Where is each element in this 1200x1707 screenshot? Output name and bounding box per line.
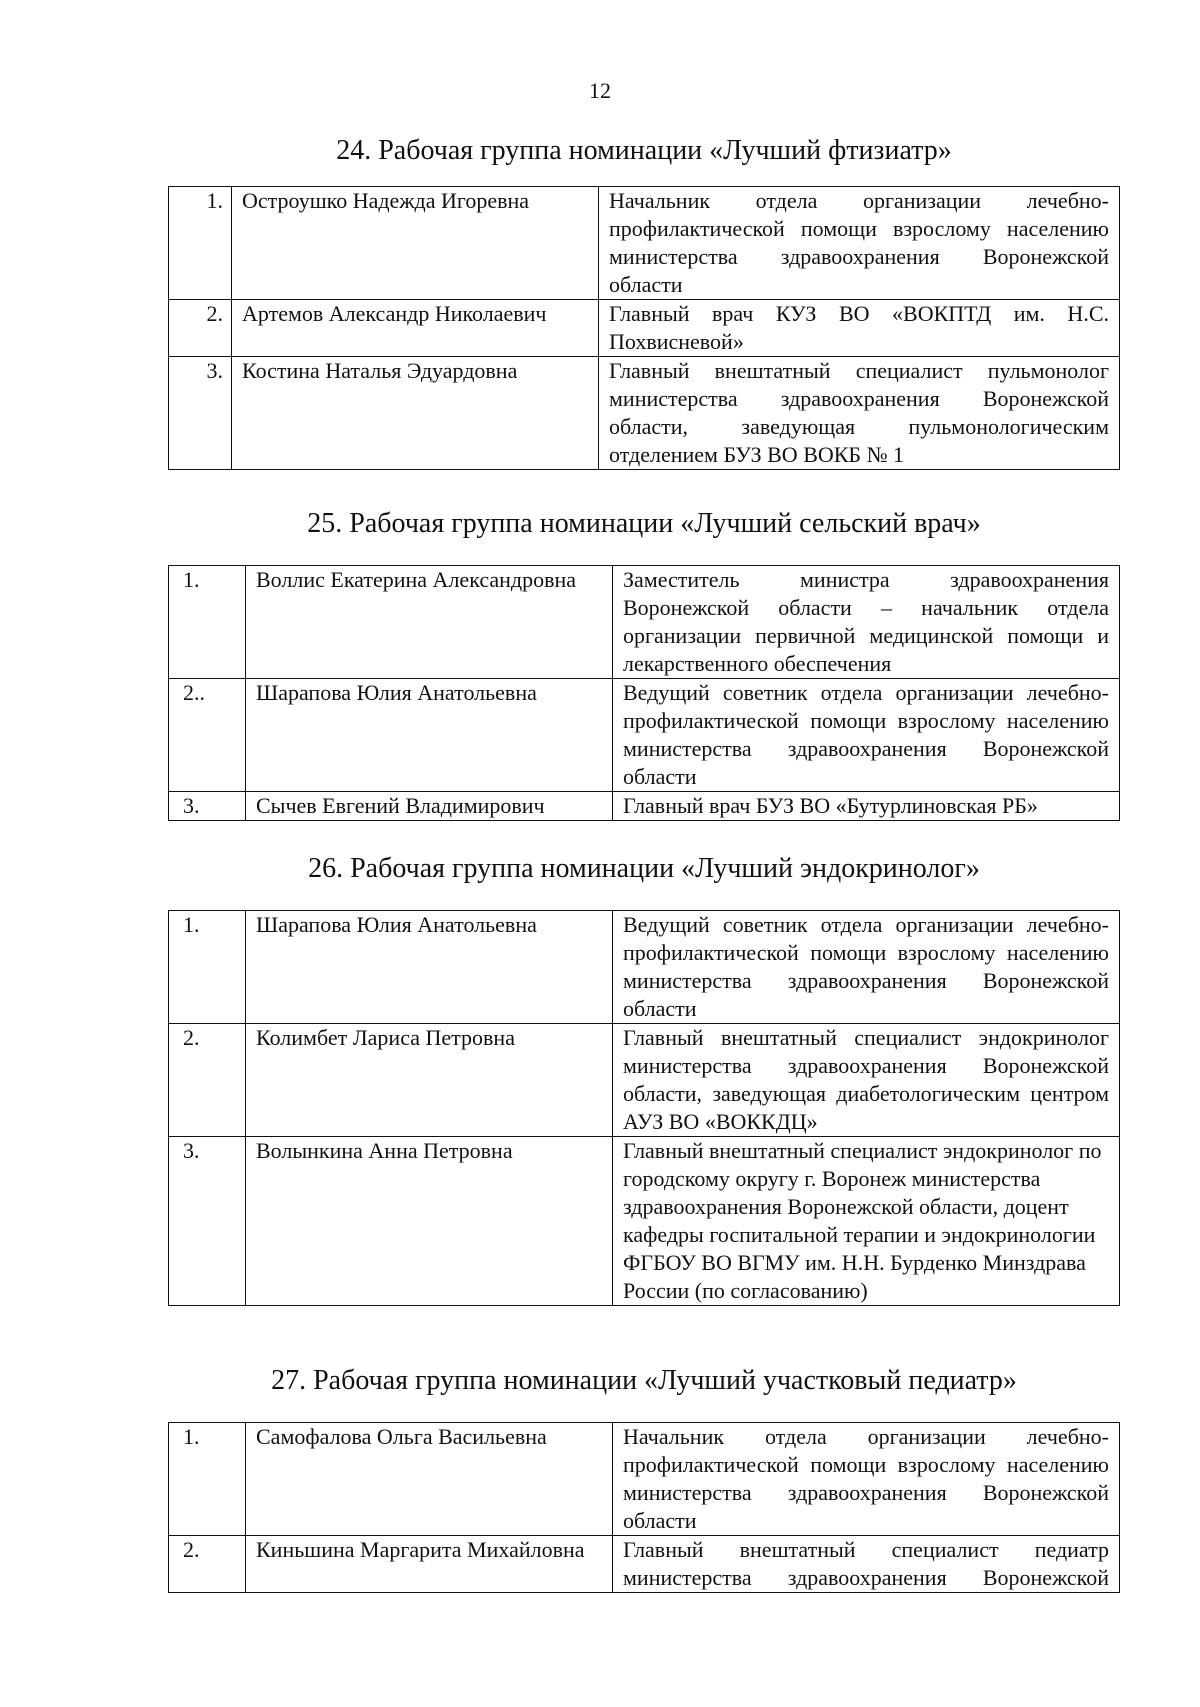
section-26 <box>168 850 1120 1306</box>
member-position: Начальник отдела организации лечебно-профилактической помощи взрослому населению министерства здравоохранения Воронежской области <box>613 1423 1120 1536</box>
table-row <box>169 1024 1120 1137</box>
member-position: Главный внештатный специалист эндокринолог по городскому округу г. Воронеж министерства здравоохранения Воронежской области, доцент кафедры госпитальной терапии и эндокринологии ФГБОУ ВО ВГМУ им. Н.Н. Бурденко Минздрава России (по согласованию) <box>613 1137 1120 1306</box>
section-title: 24. Рабочая группа номинации «Лучший фтизиатр» <box>336 135 952 166</box>
table-row <box>169 357 1120 470</box>
row-number: 3. <box>169 792 246 821</box>
member-name: Волынкина Анна Петровна <box>246 1137 613 1306</box>
member-name: Артемов Александр Николаевич <box>232 300 599 357</box>
member-position: Главный внештатный специалист эндокринолог министерства здравоохранения Воронежской области, заведующая диабетологическим центром АУЗ ВО «ВОККДЦ» <box>613 1024 1120 1137</box>
members-table <box>168 186 1120 470</box>
row-number: 2. <box>169 1536 246 1593</box>
member-position: Начальник отдела организации лечебно-профилактической помощи взрослому населению министерства здравоохранения Воронежской области <box>599 187 1120 300</box>
row-number: 3. <box>169 1137 246 1306</box>
member-name: Остроушко Надежда Игоревна <box>232 187 599 300</box>
row-number: 2. <box>169 300 232 357</box>
table-row <box>169 566 1120 679</box>
member-position: Главный внештатный специалист педиатр министерства здравоохранения Воронежской <box>613 1536 1120 1593</box>
section-title: 27. Рабочая группа номинации «Лучший участковый педиатр» <box>271 1365 1017 1396</box>
table-row <box>169 1423 1120 1536</box>
member-name: Шарапова Юлия Анатольевна <box>246 679 613 792</box>
member-position: Главный врач БУЗ ВО «Бутурлиновская РБ» <box>613 792 1120 821</box>
table-row <box>169 187 1120 300</box>
row-number: 1. <box>169 1423 246 1536</box>
member-position: Главный внештатный специалист пульмонолог министерства здравоохранения Воронежской области, заведующая пульмонологическим отделением БУЗ ВО ВОКБ № 1 <box>599 357 1120 470</box>
section-25 <box>168 505 1120 821</box>
table-row <box>169 911 1120 1024</box>
members-table <box>168 565 1120 821</box>
section-title: 26. Рабочая группа номинации «Лучший эндокринолог» <box>308 853 980 884</box>
member-name: Самофалова Ольга Васильевна <box>246 1423 613 1536</box>
member-name: Костина Наталья Эдуардовна <box>232 357 599 470</box>
members-table <box>168 1422 1120 1593</box>
row-number: 3. <box>169 357 232 470</box>
row-number: 1. <box>169 187 232 300</box>
members-table <box>168 910 1120 1306</box>
section-24 <box>168 132 1120 470</box>
member-position: Ведущий советник отдела организации лечебно-профилактической помощи взрослому населению министерства здравоохранения Воронежской области <box>613 679 1120 792</box>
table-row <box>169 1536 1120 1593</box>
member-position: Главный врач КУЗ ВО «ВОКПТД им. Н.С. Похвисневой» <box>599 300 1120 357</box>
section-title: 25. Рабочая группа номинации «Лучший сельский врач» <box>307 508 981 539</box>
row-number: 2. <box>169 1024 246 1137</box>
row-number: 2.. <box>169 679 246 792</box>
table-row <box>169 300 1120 357</box>
member-name: Воллис Екатерина Александровна <box>246 566 613 679</box>
member-name: Киньшина Маргарита Михайловна <box>246 1536 613 1593</box>
member-position: Заместитель министра здравоохранения Воронежской области – начальник отдела организации первичной медицинской помощи и лекарственного обеспечения <box>613 566 1120 679</box>
member-name: Шарапова Юлия Анатольевна <box>246 911 613 1024</box>
table-row <box>169 792 1120 821</box>
member-name: Сычев Евгений Владимирович <box>246 792 613 821</box>
section-27 <box>168 1362 1120 1593</box>
table-row <box>169 1137 1120 1306</box>
row-number: 1. <box>169 911 246 1024</box>
page-number: 12 <box>589 78 611 103</box>
table-row <box>169 679 1120 792</box>
row-number: 1. <box>169 566 246 679</box>
member-position: Ведущий советник отдела организации лечебно-профилактической помощи взрослому населению министерства здравоохранения Воронежской области <box>613 911 1120 1024</box>
member-name: Колимбет Лариса Петровна <box>246 1024 613 1137</box>
